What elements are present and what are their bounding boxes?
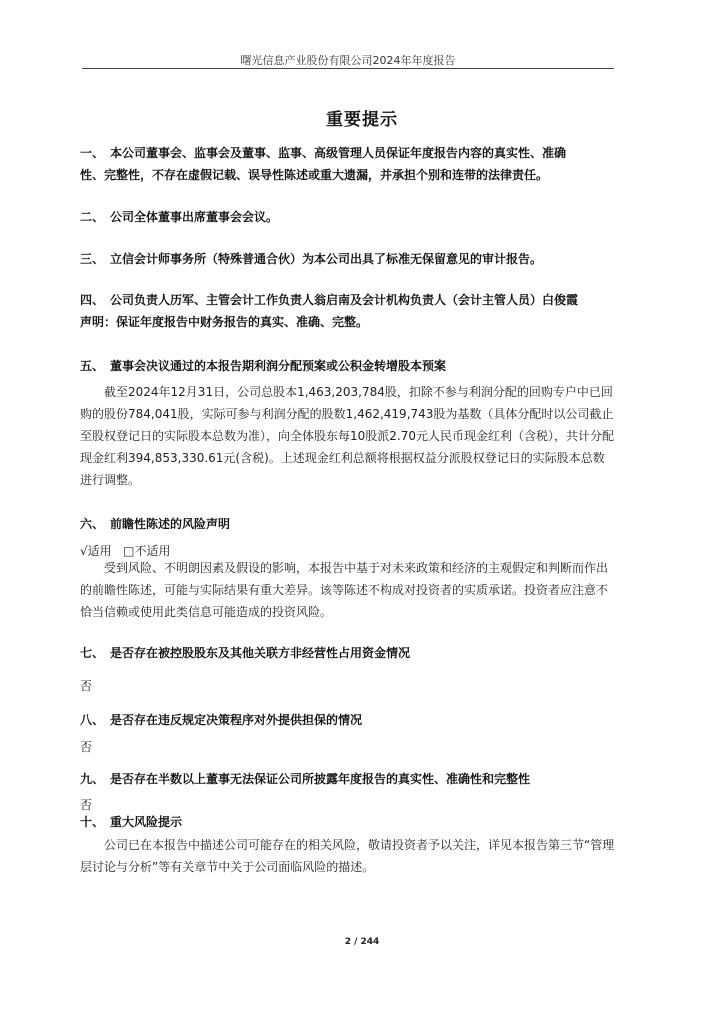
applicable-checkbox: √适用 (80, 544, 112, 558)
section-2-number: 二、 (80, 210, 105, 224)
page-number: 2 / 244 (344, 937, 380, 947)
section-8-answer: 否 (80, 740, 93, 754)
section-3 (80, 248, 542, 270)
section-8 (80, 709, 362, 731)
section-1-line2: 性、完整性，不存在虚假记载、误导性陈述或重大遗漏，并承担个别和连带的法律责任。 (80, 168, 549, 182)
section-1-line1: 本公司董事会、监事会及董事、监事、高级管理人员保证年度报告内容的真实性、准确 (110, 146, 567, 160)
section-2-text: 公司全体董事出席董事会会议。 (110, 210, 279, 224)
section-10 (80, 811, 182, 833)
section-2 (80, 206, 278, 228)
section-4-line1: 公司负责人历军、主管会计工作负责人翁启南及会计机构负责人（会计主管人员）白俊霞 (110, 293, 579, 307)
report-header: 曙光信息产业股份有限公司2024年年度报告 (240, 54, 456, 67)
section-5-body-text: 截至2024年12月31日，公司总股本1,463,203,784股，扣除不参与利润分配的回购专户中已回购的股份784,041股，实际可参与利润分配的股数1,462,419,743股为基数（具体分配时以公司截止至股权登记日的实际股本总数为准），向全体股东每10股派2.70元人民币现金红利（含税），共计分配现金红利394,853,330.61元(含税)。上述现金红利总额将根据权益分派股权登记日的实际股本总数进行调整。 (80, 385, 614, 487)
section-10-body (80, 834, 616, 878)
page-title: 重要提示 (326, 110, 398, 130)
section-1-number: 一、 (80, 146, 105, 160)
section-5-number: 五、 (80, 359, 105, 373)
section-9-text: 是否存在半数以上董事无法保证公司所披露年度报告的真实性、准确性和完整性 (110, 772, 531, 786)
section-9 (80, 768, 530, 790)
section-3-text: 立信会计师事务所（特殊普通合伙）为本公司出具了标准无保留意见的审计报告。 (110, 252, 543, 266)
not-applicable-checkbox: □不适用 (123, 544, 171, 558)
section-3-number: 三、 (80, 252, 105, 266)
section-10-number: 十、 (80, 815, 105, 829)
section-4-line2: 声明：保证年度报告中财务报告的真实、准确、完整。 (80, 315, 369, 329)
section-8-text: 是否存在违反规定决策程序对外提供担保的情况 (110, 713, 363, 727)
section-6-text: 前瞻性陈述的风险声明 (110, 517, 231, 531)
section-5-body (80, 381, 616, 491)
section-7-answer: 否 (80, 679, 93, 693)
section-9-number: 九、 (80, 772, 105, 786)
header-divider (82, 68, 614, 69)
section-10-text: 重大风险提示 (110, 815, 183, 829)
section-6-number: 六、 (80, 517, 105, 531)
section-8-number: 八、 (80, 713, 105, 727)
section-7-text: 是否存在被控股股东及其他关联方非经营性占用资金情况 (110, 646, 411, 660)
section-5 (80, 355, 446, 377)
section-6-body (80, 557, 616, 623)
section-6 (80, 513, 230, 535)
section-5-text: 董事会决议通过的本报告期利润分配预案或公积金转增股本预案 (110, 359, 447, 373)
section-4-number: 四、 (80, 293, 105, 307)
section-1 (80, 142, 616, 186)
section-6-body-text: 受到风险、不明朗因素及假设的影响，本报告中基于对未来政策和经济的主观假定和判断而作出的前瞻性陈述，可能与实际结果有重大差异。该等陈述不构成对投资者的实质承诺。投资者应注意不恰当信赖或使用此类信息可能造成的投资风险。 (80, 561, 609, 619)
section-4 (80, 289, 616, 333)
section-9-answer: 否 (80, 798, 93, 812)
section-7-number: 七、 (80, 646, 105, 660)
section-10-body-text: 公司已在本报告中描述公司可能存在的相关风险，敬请投资者予以关注，详见本报告第三节“管理层讨论与分析”等有关章节中关于公司面临风险的描述。 (80, 838, 615, 874)
section-7 (80, 642, 410, 664)
